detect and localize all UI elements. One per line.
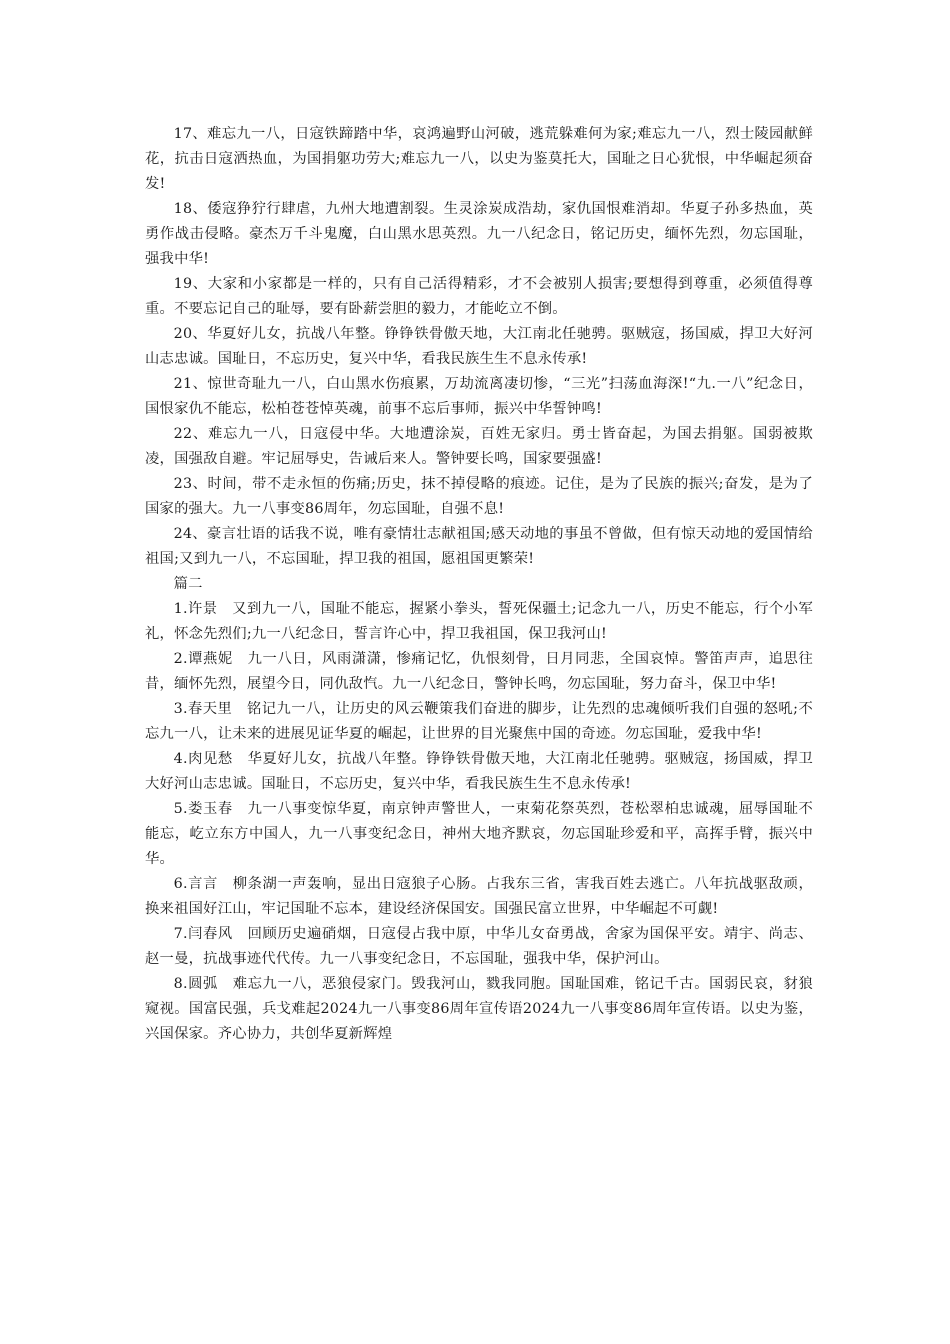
entry-8: 8.圆弧 难忘九一八，恶狼侵家门。毁我河山，戮我同胞。国耻国难，铭记千古。国弱民哀，豺狼窥视。国富民强，兵戈难起2024九一八事变86周年宣传语2024九一八事变86周年宣传语。以史为鉴，兴国保家。齐心协力，共创华夏新辉煌 [145, 976, 813, 1042]
paragraph-19: 19、大家和小家都是一样的，只有自己活得精彩，才不会被别人损害;要想得到尊重，必须值得尊重。不要忘记自己的耻辱，要有卧薪尝胆的毅力，才能屹立不倒。 [145, 276, 813, 317]
section-heading: 篇二 [173, 576, 203, 592]
paragraph-18: 18、倭寇狰狞行肆虐，九州大地遭割裂。生灵涂炭成浩劫，家仇国恨难消却。华夏子孙多热血，英勇作战击侵略。豪杰万千斗鬼魔，白山黑水思英烈。九一八纪念日，铭记历史，缅怀先烈，勿忘国耻，强我中华! [145, 201, 813, 267]
paragraph-21: 21、惊世奇耻九一八，白山黑水伤痕累，万劫流离凄切惨，“三光”扫荡血海深!“九.一八”纪念日，国恨家仇不能忘，松柏苍苍悼英魂，前事不忘后事师，振兴中华誓钟鸣! [145, 376, 813, 417]
paragraph-17: 17、难忘九一八，日寇铁蹄踏中华，哀鸿遍野山河破，逃荒躲难何为家;难忘九一八，烈士陵园献鲜花，抗击日寇洒热血，为国捐躯功劳大;难忘九一八，以史为鉴莫托大，国耻之日心犹恨，中华崛起须奋发! [145, 126, 813, 192]
paragraph-20: 20、华夏好儿女，抗战八年整。铮铮铁骨傲天地，大江南北任驰骋。驱贼寇，扬国威，捍卫大好河山志忠诚。国耻日，不忘历史，复兴中华，看我民族生生不息永传承! [145, 326, 813, 367]
paragraph-22: 22、难忘九一八，日寇侵中华。大地遭涂炭，百姓无家归。勇士皆奋起，为国去捐躯。国弱被欺凌，国强敌自避。牢记屈辱史，告诫后来人。警钟要长鸣，国家要强盛! [145, 426, 813, 467]
document-body [145, 122, 813, 1047]
paragraph-23: 23、时间，带不走永恒的伤痛;历史，抹不掉侵略的痕迹。记住，是为了民族的振兴;奋发，是为了国家的强大。九一八事变86周年，勿忘国耻，自强不息! [145, 476, 813, 517]
entry-7: 7.闫春风 回顾历史遍硝烟，日寇侵占我中原，中华儿女奋勇战，舍家为国保平安。靖宇、尚志、赵一曼，抗战事迹代代传。九一八事变纪念日，不忘国耻，强我中华，保护河山。 [145, 926, 813, 967]
entry-6: 6.言言 柳条湖一声轰响，显出日寇狼子心肠。占我东三省，害我百姓去逃亡。八年抗战驱敌顽，换来祖国好江山，牢记国耻不忘本，建设经济保国安。国强民富立世界，中华崛起不可觑! [145, 876, 813, 917]
entry-5: 5.娄玉春 九一八事变惊华夏，南京钟声警世人，一束菊花祭英烈，苍松翠柏忠诚魂，屈辱国耻不能忘，屹立东方中国人，九一八事变纪念日，神州大地齐默哀，勿忘国耻珍爱和平，高挥手臂，振兴中华。 [145, 801, 813, 867]
entry-3: 3.春天里 铭记九一八，让历史的风云鞭策我们奋进的脚步，让先烈的忠魂倾听我们自强的怒吼;不忘九一八，让未来的进展见证华夏的崛起，让世界的目光聚焦中国的奇迹。勿忘国耻，爱我中华! [145, 701, 813, 742]
entry-2: 2.谭燕妮 九一八日，风雨潇潇，惨痛记忆，仇恨刻骨，日月同悲，全国哀悼。警笛声声，追思往昔，缅怀先烈，展望今日，同仇敌忾。九一八纪念日，警钟长鸣，勿忘国耻，努力奋斗，保卫中华! [145, 651, 813, 692]
entry-1: 1.许景 又到九一八，国耻不能忘，握紧小拳头，誓死保疆土;记念九一八，历史不能忘，行个小军礼，怀念先烈们;九一八纪念日，誓言许心中，捍卫我祖国，保卫我河山! [145, 601, 813, 642]
entry-4: 4.肉见愁 华夏好儿女，抗战八年整。铮铮铁骨傲天地，大江南北任驰骋。驱贼寇，扬国威，捍卫大好河山志忠诚。国耻日，不忘历史，复兴中华，看我民族生生不息永传承! [145, 751, 813, 792]
paragraph-24: 24、豪言壮语的话我不说，唯有豪情壮志献祖国;感天动地的事虽不曾做，但有惊天动地的爱国情给祖国;又到九一八，不忘国耻，捍卫我的祖国，愿祖国更繁荣! [145, 526, 813, 567]
